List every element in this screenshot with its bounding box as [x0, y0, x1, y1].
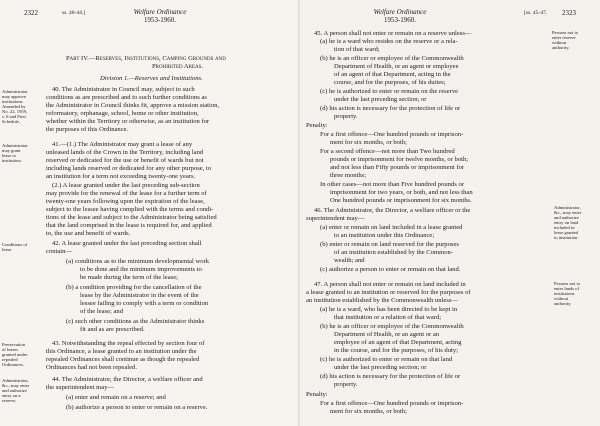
left-page-number: 2322: [24, 9, 38, 17]
margin-note-43: Preservation of leases granted under repealed Ordinances.: [2, 342, 28, 367]
left-running-title: Welfare Ordinance: [133, 8, 187, 16]
margin-note-46: Administrator, &c., may enter and authorize entry on land included in lease granted to institution.: [554, 205, 582, 240]
left-page: 2322 ss. 40-44.] Welfare Ordinance 1953-1960. Part IV.—Reserves, Institutions, Camping Grounds and Prohibited Areas. Division 1.—Reserves and Institutions. Administrator may approve institutions. Amended by No. 22, 1959, s. 6 and First Schedule. 40. The Administrator in Council may, subject to such conditions as are prescribed and to such further conditions as the Administrator in Council thinks fit, approve a mission station, reformatory, orphanage, school, home or other institution, whether within the Territory or otherwise, as an institution for the purposes of this Ordinance. Administrator may grant lease to institution. 41.—(1.) The Administrator may grant a lease of any unleased lands of the Crown in the Territory, including land reserved or dedicated for the use or benefit of wards but not including lands reserved or dedicated for any other purpose, to an institution for a term not exceeding twenty-one years. (2.) A lease granted under the last preceding sub-section may provide for the renewal of the lease for a further term of twenty-one years following upon the expiration of the lease, subject to the lessee having complied with the terms and condi- tions of the lease and subject to the Administrator being satisfied that the land comprised in the lease is required for, and applied to, the use and benefit of wards. Conditions of lease. 42. A lease granted under the last preceding section shall contain— (a) conditions as to the minimum developmental work to be done and the minimum improvements to be made during the term of the lease; (b) a condition providing for the cancellation of the lease by the Administrator in the event of the lessee failing to comply with a term or condition of the lease; and (c) such other conditions as the Administrator thinks fit and as are prescribed. Preservation of leases granted under repealed Ordinances. 43. Notwithstanding the repeal effected by section four of this Ordinance, a lease granted to an institution under the repealed Ordinances shall continue as though the repealed Ordinances had not been repealed. Administrator, &c., may enter and authorize entry on a reserve. 44. The Administrator, the Director, a welfare officer and the superintendent may— (a) enter and remain on a reserve; and (b) authorize a person to enter or remain on a reserve.: [0, 0, 300, 426]
margin-note-47: Persons not to enter lands of institutions without authority.: [554, 281, 581, 306]
right-years: 1953-1960.: [383, 16, 417, 24]
margin-note-44: Administrator, &c., may enter and authorize entry on a reserve.: [2, 378, 30, 403]
part-heading: Part IV.—Reserves, Institutions, Camping Grounds and: [66, 55, 226, 62]
division-heading: Division 1.—Reserves and Institutions.: [100, 75, 203, 82]
right-section-ref: [ss. 45-47.: [524, 10, 548, 16]
margin-note-41: Administrator may grant lease to institution.: [2, 143, 28, 163]
part-heading-2: Prohibited Areas.: [152, 63, 204, 70]
right-page-number: 2323: [562, 9, 576, 17]
left-years: 1953-1960.: [143, 16, 177, 24]
right-page: Welfare Ordinance 1953-1960. [ss. 45-47. 2323 Persons not to enter reserve without authority. 45. A person shall not enter or remain on a reserve unless— (a) he is a ward who resides on the reserve or a rela- tion of that ward; (b) he is an officer or employee of the Commonwealth Department of Health, or an agent or employee of an agent of that Department, acting in the course, and for the purposes, of his duties; (c) he is authorized to enter or remain on the reserve under the last preceding section; or (d) his action is necessary for the protection of life or property. Penalty: For a first offence—One hundred pounds or imprison- ment for six months, or both; For a second offence—not more than Two hundred pounds or imprisonment for twelve months, or both; and not less than Fifty pounds or imprisonment for three months; In other cases—not more than Five hundred pounds or imprisonment for two years, or both, and not less than One hundred pounds or imprisonment for six months. Administrator, &c., may enter and authorize entry on land included in lease granted to institution. 46. The Administrator, the Director, a welfare officer or the superintendent may— (a) enter or remain on land included in a lease granted to an institution under this Ordinance; (b) enter or remain on land reserved for the purposes of an institution established by the Common- wealth; and (c) authorize a person to enter or remain on that land. Persons not to enter lands of institutions without authority. 47. A person shall not enter or remain on land included in a lease granted to an institution or reserved for the purposes of an institution established by the Commonwealth unless— (a) he is a ward, who has been directed to be kept in that institution or a relation of that ward; (b) he is an officer or employee of the Commonwealth Department of Health, or an agent or an employee of an agent of that Department, acting in the course, and for the purposes, of his duty; (c) he is authorized to enter or remain on that land under the last preceding section; or (d) his action is necessary for the protection of life or property. Penalty: For a first offence—One hundred pounds or imprison- ment for six months, or both;: [300, 0, 600, 426]
margin-note-45: Persons not to enter reserve without authority.: [552, 30, 579, 50]
margin-note-42: Conditions of lease.: [2, 242, 28, 252]
margin-note-40: Administrator may approve institutions. Amended by No. 22, 1959, s. 6 and First Schedule.: [2, 89, 28, 124]
left-section-ref: ss. 40-44.]: [62, 10, 86, 16]
right-running-title: Welfare Ordinance: [373, 8, 427, 16]
